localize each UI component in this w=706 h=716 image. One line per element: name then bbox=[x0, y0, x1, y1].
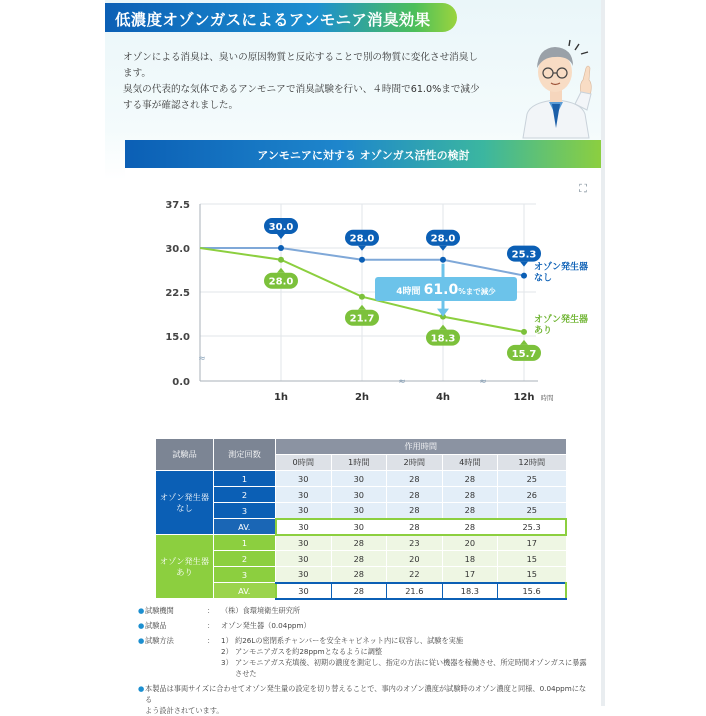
table-cell: 28 bbox=[442, 471, 498, 487]
data-label-pointer bbox=[520, 262, 528, 267]
note-method bbox=[138, 657, 588, 679]
series-name-label: オゾン発生器 bbox=[534, 314, 589, 325]
table-cell: 28 bbox=[331, 535, 387, 551]
note-colon: ： bbox=[207, 636, 215, 645]
time-header: 2時間 bbox=[387, 455, 443, 471]
chart-heading: アンモニアに対する オゾンガス活性の検討 bbox=[257, 149, 470, 162]
table-cell: 30 bbox=[276, 567, 332, 583]
group-label-line: オゾン発生器 bbox=[159, 491, 210, 502]
group-label-without bbox=[156, 471, 214, 535]
average-cell: 21.6 bbox=[387, 583, 443, 599]
note-footnote: ● 本製品は事両サイズに合わせてオゾン発生量の設定を切り替えることで、事内のオゾン濃度が試験時のオゾン濃度と同様、0.04ppmになる bbox=[138, 684, 587, 704]
ammonia-line-chart bbox=[105, 168, 601, 424]
average-label: AV. bbox=[214, 583, 276, 599]
data-point bbox=[521, 273, 527, 279]
results-table bbox=[155, 438, 567, 600]
data-label-pointer bbox=[277, 234, 285, 239]
note-value: オゾン発生器（0.04ppm） bbox=[221, 621, 311, 630]
table-cell: 30 bbox=[276, 535, 332, 551]
average-cell: 18.3 bbox=[442, 583, 498, 599]
average-cell: 25.3 bbox=[498, 519, 566, 535]
run-number: 1 bbox=[214, 471, 276, 487]
run-number: 3 bbox=[214, 503, 276, 519]
annotation-value: 61.0 bbox=[423, 282, 459, 298]
table-cell: 28 bbox=[442, 487, 498, 503]
title-band bbox=[105, 3, 457, 32]
col-header-count: 測定回数 bbox=[214, 439, 276, 471]
run-number: 2 bbox=[214, 551, 276, 567]
data-label-pointer bbox=[520, 340, 528, 345]
scientist-illustration bbox=[513, 32, 599, 138]
footnote-text: 本製品は事両サイズに合わせてオゾン発生量の設定を切り替えることで、事内のオゾン濃度が試験時のオゾン濃度と同様、0.04ppmになる bbox=[145, 684, 587, 704]
test-notes bbox=[138, 605, 588, 716]
x-tick-label: 1h bbox=[273, 392, 289, 403]
table-cell: 25 bbox=[498, 471, 566, 487]
table-cell: 30 bbox=[276, 471, 332, 487]
intro-line: ます。 bbox=[123, 68, 152, 79]
average-cell: 28 bbox=[331, 583, 387, 599]
note-value: （株）食環境衛生研究所 bbox=[221, 606, 301, 615]
intro-text bbox=[123, 50, 503, 114]
table-cell: 22 bbox=[387, 567, 443, 583]
note-label: 試験機関 bbox=[145, 606, 174, 615]
table-cell: 18 bbox=[442, 551, 498, 567]
series-name-label: なし bbox=[534, 273, 553, 284]
data-label: 30.0 bbox=[268, 222, 294, 233]
method-number: 1） bbox=[221, 636, 233, 645]
time-header: 4時間 bbox=[442, 455, 498, 471]
group-label-with bbox=[156, 535, 214, 599]
y-tick-label: 15.0 bbox=[165, 332, 190, 343]
data-label-pointer bbox=[277, 268, 285, 273]
col-header-item: 試験品 bbox=[156, 439, 214, 471]
data-label: 21.7 bbox=[349, 313, 375, 325]
average-label: AV. bbox=[214, 519, 276, 535]
table-cell: 23 bbox=[387, 535, 443, 551]
table-cell: 30 bbox=[331, 471, 387, 487]
average-cell: 28 bbox=[387, 519, 443, 535]
data-point bbox=[359, 294, 365, 300]
table-cell: 28 bbox=[387, 487, 443, 503]
table-cell: 25 bbox=[498, 503, 566, 519]
x-unit-label: 時間 bbox=[540, 394, 554, 402]
note-org: ● 試験機関 ： （株）食環境衛生研究所 bbox=[138, 605, 588, 616]
expand-icon[interactable]: ⛶ bbox=[579, 182, 587, 195]
table-cell: 17 bbox=[498, 535, 566, 551]
note-method bbox=[138, 646, 588, 657]
series-name-label: あり bbox=[534, 325, 553, 336]
data-point bbox=[278, 257, 284, 263]
series-name-label: オゾン発生器 bbox=[534, 262, 589, 273]
table-cell: 28 bbox=[387, 471, 443, 487]
table-cell: 28 bbox=[331, 551, 387, 567]
axis-break-mark: ≈ bbox=[479, 377, 487, 387]
table-cell: 15 bbox=[498, 551, 566, 567]
group-label-line: なし bbox=[176, 502, 193, 513]
col-header-time: 作用時間 bbox=[276, 439, 567, 455]
data-point bbox=[359, 257, 365, 263]
y-tick-label: 22.5 bbox=[165, 288, 190, 299]
note-label: 試験方法 bbox=[145, 636, 174, 645]
table-cell: 20 bbox=[387, 551, 443, 567]
table-cell: 15 bbox=[498, 567, 566, 583]
axis-break-mark: ≈ bbox=[398, 377, 406, 387]
annotation-suffix: %まで減少 bbox=[458, 287, 496, 296]
note-colon: ： bbox=[207, 621, 215, 630]
data-label: 18.3 bbox=[430, 333, 456, 345]
table-cell: 26 bbox=[498, 487, 566, 503]
scroll-edge bbox=[601, 0, 605, 706]
x-tick-label: 12h bbox=[513, 392, 535, 403]
page-title: 低濃度オゾンガスによるアンモニア消臭効果 bbox=[115, 11, 431, 29]
table-cell: 30 bbox=[331, 487, 387, 503]
chart-heading-band bbox=[125, 140, 602, 168]
annotation-prefix: 4時間 bbox=[396, 287, 424, 297]
method-number: 2） bbox=[221, 647, 233, 656]
x-tick-label: 4h bbox=[435, 392, 451, 403]
intro-line: オゾンによる消臭は、臭いの原因物質と反応することで別の物質に変化させ消臭し bbox=[123, 52, 478, 63]
table-cell: 30 bbox=[276, 551, 332, 567]
data-label: 28.0 bbox=[268, 276, 294, 288]
run-number: 1 bbox=[214, 535, 276, 551]
method-text: アンモニアガスを約28ppmとなるように調整 bbox=[235, 647, 383, 656]
time-header: 1時間 bbox=[331, 455, 387, 471]
table-cell: 17 bbox=[442, 567, 498, 583]
method-text: アンモニアガス充填後、初期の濃度を測定し、指定の方法に従い機器を稼働させ、所定時間オゾンガスに暴露させた bbox=[235, 658, 587, 678]
data-label-pointer bbox=[439, 325, 447, 330]
note-item: ● 試験品 ： オゾン発生器（0.04ppm） bbox=[138, 620, 588, 631]
table-cell: 20 bbox=[442, 535, 498, 551]
note-label: 試験品 bbox=[145, 621, 167, 630]
data-point bbox=[278, 245, 284, 251]
intro-line: 臭気の代表的な気体であるアンモニアで消臭試験を行い、４時間で61.0%まで減少 bbox=[123, 84, 480, 95]
table-cell: 28 bbox=[442, 503, 498, 519]
average-cell: 30 bbox=[276, 519, 332, 535]
data-label: 15.7 bbox=[511, 348, 537, 360]
data-label: 28.0 bbox=[430, 233, 456, 245]
y-tick-label: 0.0 bbox=[172, 377, 190, 388]
run-number: 2 bbox=[214, 487, 276, 503]
data-point bbox=[440, 257, 446, 263]
average-cell: 30 bbox=[331, 519, 387, 535]
y-tick-label: 30.0 bbox=[165, 244, 190, 255]
footnote-text: よう設計されています。 bbox=[145, 706, 224, 715]
table-cell: 28 bbox=[387, 503, 443, 519]
data-label: 28.0 bbox=[349, 233, 375, 245]
method-number: 3） bbox=[221, 658, 233, 667]
table-cell: 30 bbox=[276, 487, 332, 503]
table-cell: 30 bbox=[331, 503, 387, 519]
group-label-line: オゾン発生器 bbox=[159, 555, 210, 566]
axis-break-mark: ≈ bbox=[198, 354, 206, 364]
intro-line: する事が確認されました。 bbox=[123, 100, 239, 111]
note-footnote bbox=[138, 705, 588, 716]
y-tick-label: 37.5 bbox=[165, 200, 190, 211]
average-cell: 15.6 bbox=[498, 583, 566, 599]
data-label-pointer bbox=[358, 305, 366, 310]
data-label: 25.3 bbox=[511, 249, 537, 261]
note-method: ● 試験方法 ： 1） 約26Lの密閉系チャンバーを安全キャビネット内に収容し、試験を実施 bbox=[138, 635, 588, 646]
x-tick-label: 2h bbox=[354, 392, 370, 403]
group-label-line: あり bbox=[176, 566, 193, 577]
table-cell: 30 bbox=[276, 503, 332, 519]
average-cell: 28 bbox=[442, 519, 498, 535]
data-point bbox=[521, 329, 527, 335]
average-cell: 30 bbox=[276, 583, 332, 599]
run-number: 3 bbox=[214, 567, 276, 583]
time-header: 12時間 bbox=[498, 455, 566, 471]
table-cell: 28 bbox=[331, 567, 387, 583]
note-colon: ： bbox=[207, 606, 215, 615]
method-text: 約26Lの密閉系チャンバーを安全キャビネット内に収容し、試験を実施 bbox=[235, 636, 464, 645]
time-header: 0時間 bbox=[276, 455, 332, 471]
